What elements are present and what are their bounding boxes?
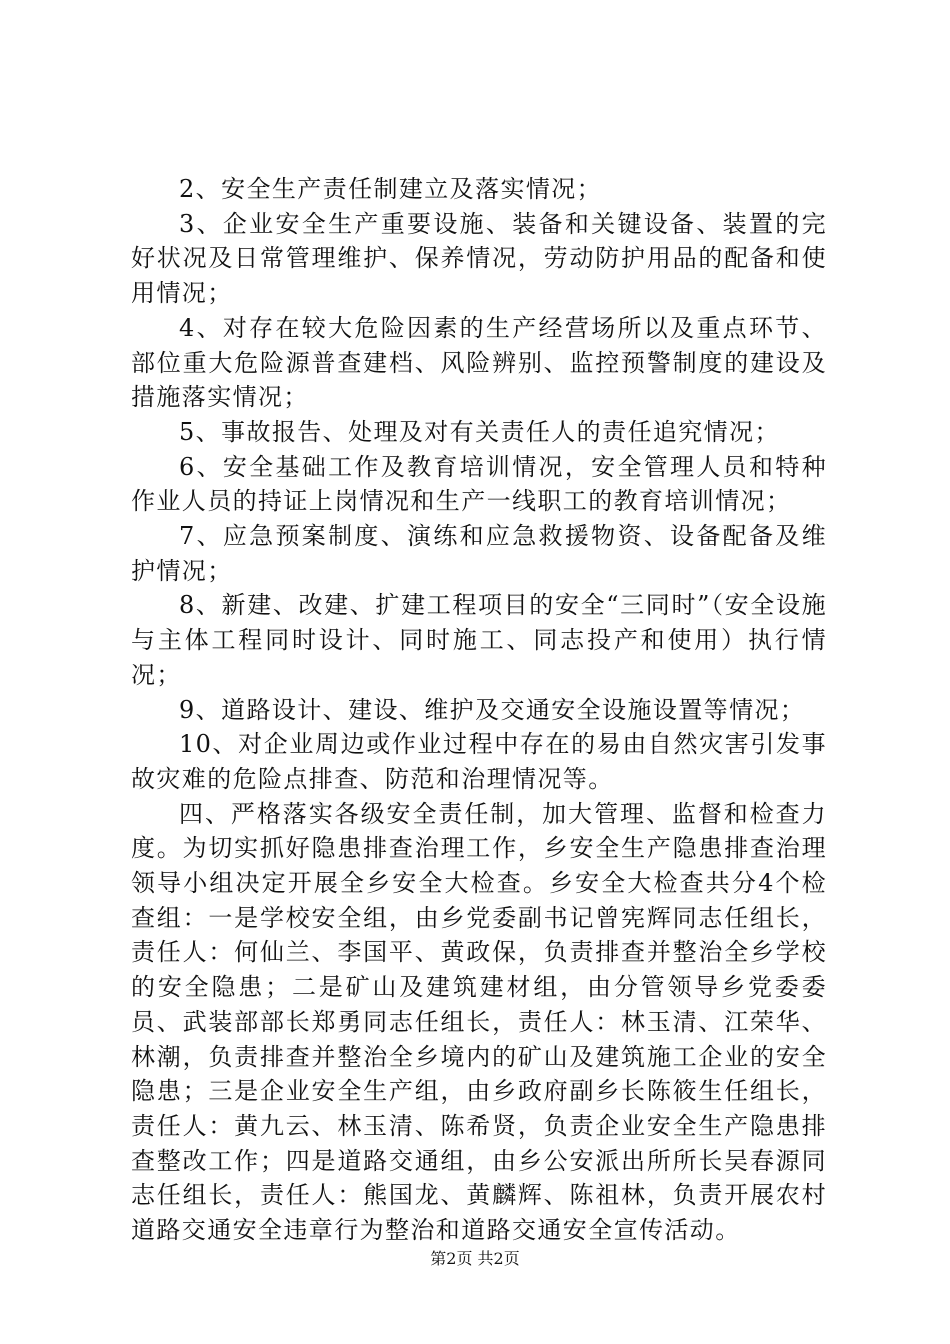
paragraph: 四、严格落实各级安全责任制，加大管理、监督和检查力度。为切实抓好隐患排查治理工作，乡安全生产隐患排查治理领导小组决定开展全乡安全大检查。乡安全大检查共分4个检查组：一是学校安全组，由乡党委副书记曾宪辉同志任组长，责任人：何仙兰、李国平、黄政保，负责排查并整治全乡学校的安全隐患；二是矿山及建筑建材组，由分管领导乡党委委员、武装部部长郑勇同志任组长，责任人：林玉清、江荣华、林潮，负责排查并整治全乡境内的矿山及建筑施工企业的安全隐患；三是企业安全生产组，由乡政府副乡长陈筱生任组长，责任人：黄九云、林玉清、陈希贤，负责企业安全生产隐患排查整改工作；四是道路交通组，由乡公安派出所所长吴春源同志任组长，责任人：熊国龙、黄麟辉、陈祖林，负责开展农村道路交通安全违章行为整治和道路交通安全宣传活动。 (131, 799, 827, 1245)
paragraph: 7、应急预案制度、演练和应急救援物资、设备配备及维护情况； (131, 522, 827, 585)
paragraph: 3、企业安全生产重要设施、装备和关键设备、装置的完好状况及日常管理维护、保养情况，劳动防护用品的配备和使用情况； (131, 209, 827, 308)
paragraph: 6、安全基础工作及教育培训情况，安全管理人员和特种作业人员的持证上岗情况和生产一线职工的教育培训情况； (131, 452, 827, 516)
document-body (131, 172, 827, 1248)
paragraph: 8、新建、改建、扩建工程项目的安全“三同时”（安全设施与主体工程同时设计、同时施工、同志投产和使用）执行情况； (131, 591, 827, 689)
paragraph: 9、道路设计、建设、维护及交通安全设施设置等情况； (179, 695, 806, 724)
page-footer: 第2页 共2页 (430, 1249, 520, 1268)
paragraph: 5、事故报告、处理及对有关责任人的责任追究情况； (179, 417, 780, 446)
paragraph: 10、对企业周边或作业过程中存在的易由自然灾害引发事故灾难的危险点排查、防范和治理情况等。 (131, 730, 827, 793)
paragraph: 2、安全生产责任制建立及落实情况； (179, 175, 603, 203)
paragraph: 4、对存在较大危险因素的生产经营场所以及重点环节、部位重大危险源普查建档、风险辨别、监控预警制度的建设及措施落实情况； (131, 313, 827, 412)
